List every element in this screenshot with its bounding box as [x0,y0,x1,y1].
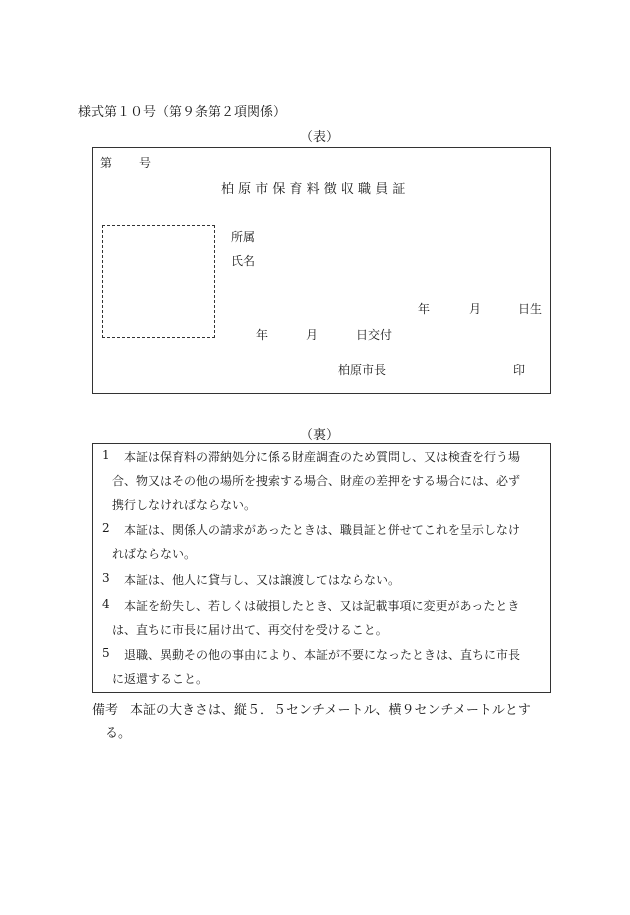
back-item-number: 3 [102,571,110,585]
photo-area [102,225,215,338]
issue-day: 日交付 [356,328,393,342]
back-item-line: ればならない。 [112,547,197,561]
back-item-line: に返還すること。 [112,672,209,686]
back-item-line: 携行しなければならない。 [112,498,257,512]
card-number-dai: 第 [100,156,113,170]
note-text-continued: る。 [105,726,132,741]
back-item-number: 5 [102,646,110,660]
back-item-line: 本証は保育料の滞納処分に係る財産調査のため質問し、又は検査を行う場 [124,450,521,464]
form-number: 様式第１０号（第９条第２項関係） [78,105,287,120]
back-item-number: 4 [102,597,110,611]
birth-month: 月 [469,302,482,316]
back-item-number: 1 [102,448,110,462]
back-item-line: 合、物又はその他の場所を捜索する場合、財産の差押をする場合には、必ず [112,474,521,488]
back-side-label: （裏） [300,428,340,443]
back-item-line: は、直ちに市長に届け出て、再交付を受けること。 [112,623,388,637]
front-side-label: （表） [300,130,340,145]
issuer: 柏原市長 [338,363,387,377]
issue-year: 年 [256,328,269,342]
seal-mark: 印 [513,363,526,377]
back-item-line: 退職、異動その他の事由により、本証が不要になったときは、直ちに市長 [124,648,521,662]
back-item-line: 本証は、他人に貸与し、又は譲渡してはならない。 [124,573,401,587]
note-label: 備考 [92,703,119,718]
issue-month: 月 [306,328,319,342]
card-title: 柏 原 市 保 育 料 徴 収 職 員 証 [221,182,406,197]
note-text: 本証の大きさは、縦５．５センチメートル、横９センチメートルとす [130,703,531,718]
back-item-number: 2 [102,521,110,535]
card-number-go: 号 [139,156,152,170]
birth-year: 年 [418,302,431,316]
name-label: 氏名 [231,254,256,268]
back-item-line: 本証を紛失し、若しくは破損したとき、又は記載事項に変更があったとき [124,599,520,613]
birth-day: 日生 [518,302,543,316]
affiliation-label: 所属 [231,230,256,244]
back-item-line: 本証は、関係人の請求があったときは、職員証と併せてこれを呈示しなけ [124,523,520,537]
